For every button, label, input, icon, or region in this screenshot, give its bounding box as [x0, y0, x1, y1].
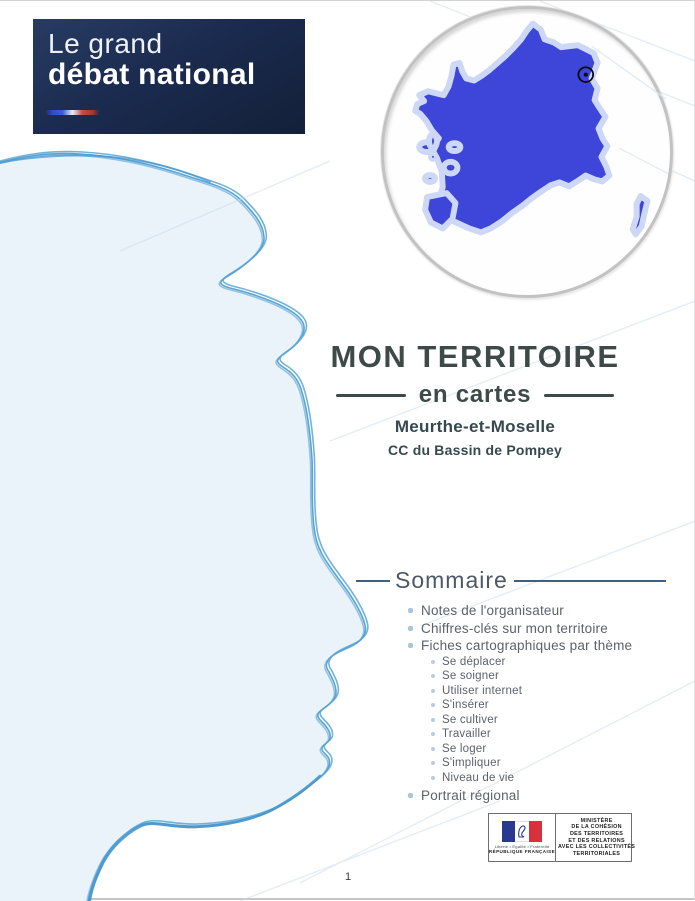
territory-name: CC du Bassin de Pompey [388, 442, 562, 458]
sommaire-item-label: Notes de l'organisateur [421, 603, 565, 618]
bullet-icon [431, 703, 435, 707]
bullet-icon [431, 674, 435, 678]
bullet-icon [431, 689, 435, 693]
sommaire-item [0, 602, 695, 620]
ministry-name-line: DES TERRITOIRES [569, 830, 624, 837]
sommaire-item-label: Portrait régional [421, 788, 520, 803]
sommaire-item-label: Se déplacer [442, 655, 506, 668]
bullet-icon [431, 732, 435, 736]
ministry-name-line: MINISTÈRE [580, 817, 613, 824]
republique-francaise-logo [489, 814, 556, 861]
sommaire-item-label: Chiffres-clés sur mon territoire [421, 620, 608, 636]
page-subtitle: en cartes [418, 381, 532, 408]
sommaire-item-label: Fiches cartographiques par thème [421, 638, 633, 653]
sommaire-subitem [0, 684, 695, 699]
sommaire-item-label: Travailler [442, 728, 491, 740]
france-map [384, 9, 670, 295]
marianne-icon [516, 824, 528, 839]
sommaire-item-label: Se soigner [442, 670, 499, 682]
ministry-name-line: ET DES RELATIONS [568, 837, 625, 844]
motto-text: Liberté • Égalité • Fraternité [494, 844, 550, 849]
bullet-icon [431, 718, 435, 722]
ministry-name [556, 814, 637, 861]
bullet-icon [431, 747, 435, 751]
sommaire-item-label: S'insérer [442, 699, 489, 711]
bullet-icon [408, 793, 413, 798]
sommaire-subitem [0, 771, 695, 786]
bullet-icon [408, 643, 413, 648]
ministry-name-line: TERRITORIALES [572, 850, 621, 857]
republic-text: RÉPUBLIQUE FRANÇAISE [488, 849, 556, 854]
sommaire-subitem [0, 655, 695, 670]
territory-block [310, 417, 640, 458]
sommaire-item [0, 620, 695, 638]
sommaire-item-label: Utiliser internet [442, 684, 523, 697]
bullet-icon [408, 608, 413, 613]
bullet-icon [431, 660, 435, 664]
sommaire-subitem [0, 669, 695, 684]
title-block [310, 339, 640, 409]
page-number: 1 [344, 871, 352, 883]
logo-line2: débat national [48, 58, 256, 91]
sommaire-rule-left [356, 580, 390, 582]
sommaire-item-label: Se loger [442, 742, 487, 755]
sommaire-subitem [0, 742, 695, 757]
ministry-logo-block [488, 813, 636, 862]
sommaire-item [0, 637, 695, 655]
title-dash-right [544, 394, 614, 397]
sommaire-item-label: Se cultiver [442, 713, 498, 726]
france-map-medallion [381, 6, 673, 298]
bullet-icon [408, 626, 413, 631]
sommaire-subitem [0, 698, 695, 713]
grand-debat-logo [33, 19, 305, 134]
sommaire-section [0, 567, 695, 805]
sommaire-subitem [0, 713, 695, 728]
title-dash-left [336, 394, 406, 397]
sommaire-subitem [0, 727, 695, 742]
sommaire-item [0, 787, 695, 805]
sommaire-item-label: S'impliquer [442, 757, 501, 769]
sommaire-subitem [0, 756, 695, 771]
sommaire-rule-right [514, 580, 666, 582]
logo-line1: Le grand [48, 28, 163, 59]
sommaire-item-label: Niveau de vie [442, 771, 515, 784]
french-flag-icon [502, 821, 542, 842]
page-title: MON TERRITOIRE [330, 339, 620, 374]
department-name: Meurthe-et-Moselle [394, 417, 556, 436]
french-flag-bar-icon [45, 110, 100, 115]
ministry-name-line: DE LA COHÉSION [571, 824, 622, 831]
bullet-icon [431, 776, 435, 780]
sommaire-heading: Sommaire [395, 567, 508, 593]
ministry-name-line: AVEC LES COLLECTIVITÉS [558, 844, 636, 851]
bullet-icon [431, 761, 435, 765]
sommaire-list [0, 602, 695, 805]
